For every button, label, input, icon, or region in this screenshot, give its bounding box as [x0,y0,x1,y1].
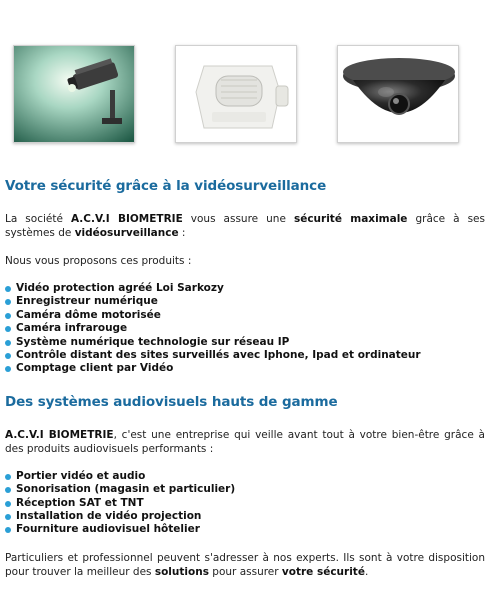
bullet-icon [5,286,11,292]
bullet-icon [5,527,11,533]
bullet-icon [5,366,11,372]
section-title-audiovisuel: Des systèmes audiovisuels hauts de gamme [5,393,338,410]
audiovisual-list [5,470,485,537]
list-item: Vidéo protection agréé Loi Sarkozy [5,282,485,295]
list-item: Caméra infrarouge [5,322,485,335]
audiovisual-intro: A.C.V.I BIOMETRIE, c'est une entreprise qui veille avant tout à votre bien-être grâce à des produits audiovisuels performants : [5,428,485,455]
list-item: Comptage client par Vidéo [5,362,485,375]
bullet-icon [5,299,11,305]
intro-paragraph: La société A.C.V.I BIOMETRIE vous assure une sécurité maximale grâce à ses systèmes de vidéosurveillance : [5,213,485,239]
list-item: Portier vidéo et audio [5,470,485,483]
list-item: Caméra dôme motorisée [5,309,485,322]
product-list [5,282,485,376]
bullet-icon [5,501,11,507]
main-content [5,178,485,579]
bullet-icon [5,313,11,319]
list-item: Enregistreur numérique [5,295,485,308]
bullet-icon [5,474,11,480]
wall-camera-image [13,45,135,143]
list-item: Sonorisation (magasin et particulier) [5,483,485,496]
list-item: Système numérique technologie sur réseau IP [5,336,485,349]
bullet-icon [5,326,11,332]
list-item: Installation de vidéo projection [5,510,485,523]
closing-paragraph: Particuliers et professionnel peuvent s'adresser à nos experts. Ils sont à votre disposition pour trouver la meilleur des solutions pour assurer votre sécurité. [5,551,485,578]
motion-sensor-image [175,45,297,143]
bullet-icon [5,353,11,359]
bullet-icon [5,514,11,520]
section-title-videosurveillance: Votre sécurité grâce à la vidéosurveillance [5,178,327,194]
product-images [0,45,496,145]
bullet-icon [5,340,11,346]
list-item: Contrôle distant des sites surveillés avec Iphone, Ipad et ordinateur [5,349,485,362]
list-item: Réception SAT et TNT [5,497,485,510]
bullet-icon [5,487,11,493]
list-item: Fourniture audiovisuel hôtelier [5,523,485,536]
products-lead: Nous vous proposons ces produits : [5,255,192,267]
dome-camera-image [337,45,459,143]
